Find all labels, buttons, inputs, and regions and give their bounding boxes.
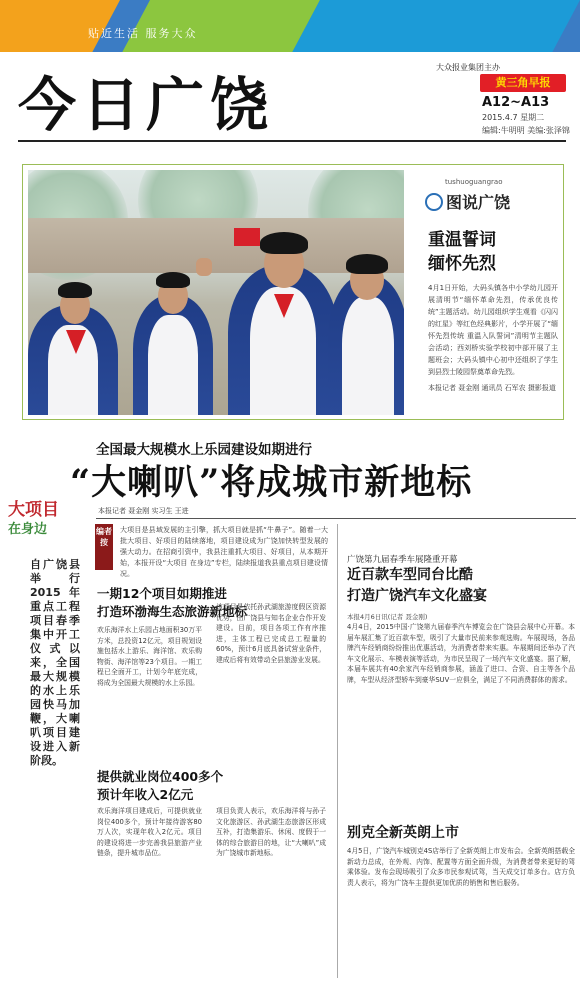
right-headline-2: 别克全新英朗上市 bbox=[347, 825, 459, 841]
article-column: 欢乐海洋项目建成后，可提供就业岗位400多个，预计年接待游客80万人次，实现年收入2亿元。项目的建设将进一步完善我县旅游产业链条，提升城市品位。 bbox=[97, 807, 202, 857]
magnifier-icon bbox=[425, 193, 443, 211]
top-banner bbox=[0, 0, 580, 52]
student-shirt bbox=[342, 297, 394, 415]
feature-credit: 本报记者 聂金刚 通讯员 石军农 摄影报道 bbox=[428, 384, 556, 392]
left-column bbox=[30, 558, 80, 768]
right-byline: 本报4月6日讯(记者 聂金刚) bbox=[347, 613, 428, 621]
article-column: 项目负责人表示，欢乐海洋将与孙子文化旅游区、孙武湖生态旅游区形成互补，打造集游乐、休闲、度假于一体的综合旅游目的地，让“大喇叭”成为广饶城市新地标。 bbox=[216, 807, 326, 857]
student-shirt bbox=[148, 315, 198, 415]
editors-credit: 编辑:牛明明 美编:张泽锦 bbox=[482, 126, 570, 135]
section-label: 图说广饶 bbox=[446, 193, 511, 212]
right-article: 4月4日，2015中国·广饶第九届春季汽车博览会在广饶县会展中心开幕。本届车展汇集了近百款车型，吸引了大量市民前来参观选购。车展现场，各品牌汽车经销商纷纷推出优惠活动，为消费者带来实惠。车展期间还举办了汽车文化展示、车模表演等活动，为市民呈现了一场汽车文化盛宴。据了解，本届车展共有40余家汽车经销商参展，涵盖了进口、合资、自主等各个品牌，车型从经济型轿车到豪华SUV一应俱全，满足了不同消费群体的需求。 bbox=[347, 623, 575, 684]
editor-note-tag: 编者按 bbox=[95, 524, 113, 570]
right-headline-line: 打造广饶汽车文化盛宴 bbox=[347, 588, 487, 604]
section-title bbox=[425, 190, 510, 213]
feature-headline bbox=[428, 228, 548, 276]
column-tag bbox=[8, 500, 80, 540]
subhead-2 bbox=[97, 768, 337, 804]
feature-photo bbox=[28, 170, 404, 415]
subhead-line: 提供就业岗位400多个 bbox=[97, 769, 224, 784]
subhead-line: 一期12个项目如期推进 bbox=[97, 586, 227, 601]
student-hair bbox=[260, 232, 308, 254]
red-scarf bbox=[274, 294, 294, 318]
red-scarf bbox=[66, 330, 86, 354]
column-tag-line: 大项目 bbox=[8, 500, 59, 520]
section-pinyin: tushuoguangrao bbox=[445, 178, 503, 186]
article-column: 欢乐海洋水上乐园占地面积30万平方米，总投资12亿元，项目规划设施包括水上游乐、海洋馆、欢乐购物街、海洋馆等23个项目。一期工程已全面开工，计划今年底完成，将成为全国最大规模的水上乐园。 bbox=[97, 626, 202, 687]
column-divider bbox=[337, 524, 338, 978]
right-kicker: 广饶第九届春季车展隆重开幕 bbox=[347, 555, 458, 565]
feature-text: 4月1日开始，大码头镇各中小学幼儿园开展清明节“缅怀革命先烈，传承优良传统”主题活动。幼儿园组织学生观看《闪闪的红星》等红色经典影片，小学开展了“缅怀先烈传统 重温入队誓词”清明节主题队会活动；西刘桥实验学校初中部开展了主题班会；大码头镇中心初中还组织了学生到县烈士陵园祭奠革命先烈。 bbox=[428, 284, 558, 376]
raised-fist bbox=[196, 258, 212, 276]
student-hair bbox=[156, 272, 190, 288]
flag-shape bbox=[234, 228, 260, 246]
lead-divider bbox=[96, 518, 576, 519]
student-hair bbox=[346, 254, 388, 274]
feature-headline-line: 重温誓词 bbox=[428, 230, 496, 250]
right-headline-line: 近百款车型同台比酷 bbox=[347, 567, 473, 583]
right-article-2: 4月5日，广饶汽车城别克4S店举行了全新英朗上市发布会。全新英朗搭载全新动力总成，在外观、内饰、配置等方面全面升级，为消费者带来更好的驾乘体验。发布会现场吸引了众多市民参观试驾，当天成交订单多台。店方负责人表示，将为广饶车主提供更加优质的销售和售后服务。 bbox=[347, 847, 575, 887]
banner-stripe-blue bbox=[292, 0, 580, 52]
lead-kicker: 全国最大规模水上乐园建设如期进行 bbox=[96, 442, 312, 458]
paper-logo: 黄三角早报 bbox=[480, 74, 566, 92]
article-column: 该项目是依托孙武湖旅游度假区资源优势，由广饶县与知名企业合作开发建设。目前，项目各项工作有序推进，主体工程已完成总工程量的60%，预计6月底具备试营业条件，建成后将有效带动全县旅游业发展。 bbox=[216, 603, 326, 664]
page-title: 今日广饶 bbox=[18, 71, 275, 139]
left-column-text: 自广饶县举行2015年重点工程项目春季集中开工仪式以来，全国最大规模的水上乐园快马加鞭，大喇叭项目建设进入新阶段。 bbox=[30, 558, 80, 767]
feature-body bbox=[428, 282, 558, 394]
feature-headline-line: 缅怀先烈 bbox=[428, 254, 496, 274]
page-numbers: A12~A13 bbox=[482, 95, 550, 110]
lead-byline: 本报记者 聂金刚 实习生 王进 bbox=[98, 507, 189, 515]
publisher: 大众报业集团主办 bbox=[436, 63, 500, 72]
banner-slogan: 贴近生活 服务大众 bbox=[88, 27, 198, 40]
subhead-line: 打造环渤海生态旅游新地标 bbox=[97, 604, 248, 619]
right-headline bbox=[347, 565, 577, 607]
editor-note: 大项目是县域发展的主引擎，抓大项目就是抓“牛鼻子”。随着一大批大项目、好项目的陆续落地，项目建设成为广饶加快转型发展的强大动力。在招商引资中，我县注重抓大项目、好项目，从本期开始，本报开设“大项目 在身边”专栏，陆续报道我县重点项目建设情况。 bbox=[120, 526, 328, 578]
issue-date: 2015.4.7 星期二 bbox=[482, 113, 545, 122]
lead-headline: “大喇叭”将成城市新地标 bbox=[70, 462, 473, 503]
column-tag-line: 在身边 bbox=[8, 522, 48, 537]
subhead-line: 预计年收入2亿元 bbox=[97, 787, 194, 802]
masthead-divider bbox=[18, 140, 566, 142]
student-hair bbox=[58, 282, 92, 298]
